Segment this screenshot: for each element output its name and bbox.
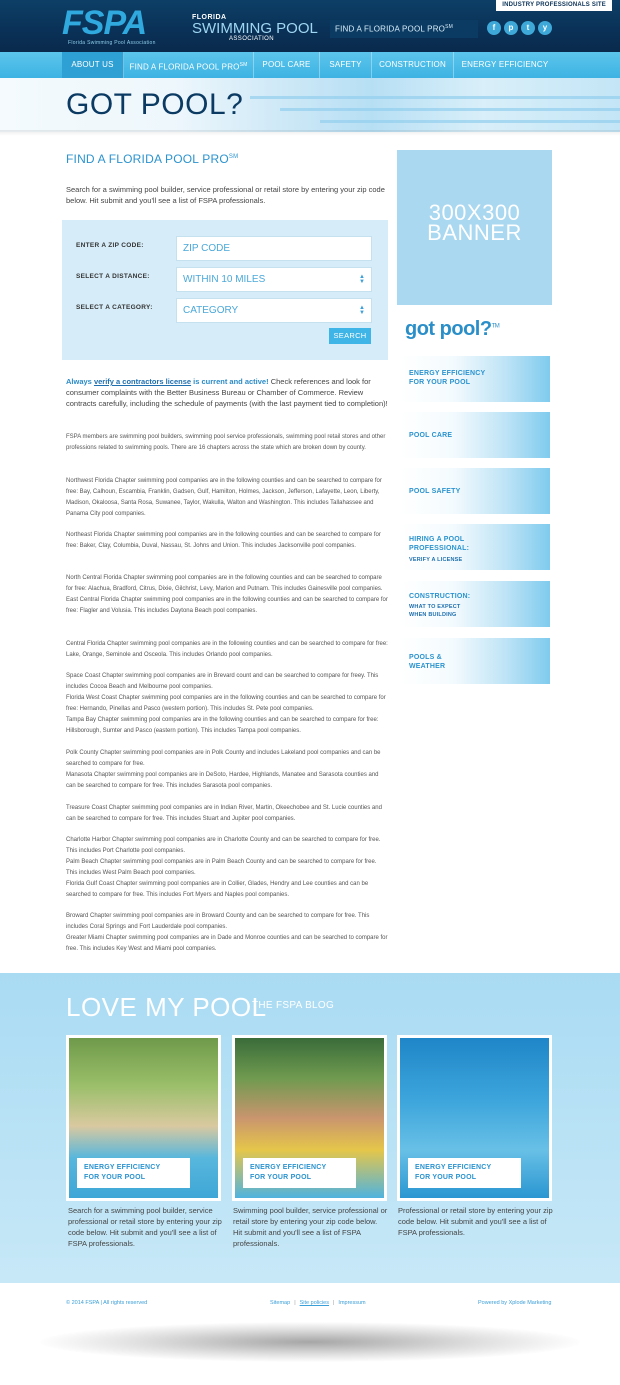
sidebar-item-pool-safety[interactable] [400,468,550,514]
main-nav [0,52,620,78]
zip-label: ENTER A ZIP CODE: [76,242,144,249]
blog-subtitle: THE FSPA BLOG [252,1000,335,1011]
nav-construction[interactable] [372,52,454,78]
sidebar-item-hiring-pro[interactable] [400,524,550,570]
pool-lane-line [250,96,620,99]
got-pool-logo [405,318,499,341]
nav-find-pool-pro[interactable] [124,52,254,78]
sidebar-item-pool-care[interactable] [400,412,550,458]
site-header [0,0,620,52]
pro-search-form [62,220,388,360]
nav-label: SAFETY [329,60,362,69]
sidebar-item-title: POOLS & WEATHER [409,654,446,670]
sidebar-item-sub: VERIFY A LICENSE [409,557,463,563]
youtube-icon[interactable]: y [538,21,552,35]
nav-energy-efficiency[interactable] [454,52,556,78]
sidebar-item-title: POOL CARE [409,432,453,439]
header-find-pro-sup: SM [445,24,454,30]
sidebar-item-title: CONSTRUCTION: [409,593,471,600]
pool-lane-line [280,108,620,111]
pool-lane-line [320,120,620,123]
distance-value: WITHIN 10 MILES [183,274,266,285]
verify-license-link[interactable]: verify a contractors license [93,377,192,386]
blog-card-label [408,1158,521,1188]
nav-label: ABOUT US [71,60,114,69]
chapter-paragraph: Charlotte Harbor Chapter swimming pool companies are in Charlotte County and can be searched to compare for free. This includes Port Charlotte pool companies. Palm Beach Chapter swimming pool companies are in Palm Beach County and can be searched to compare for free. This includes West Palm Beach pool companies. Florida Gulf Coast Chapter swimming pool companies are in Collier, Glades, Hendry and Lee counties and can be searched to compare for free. This includes Fort Myers and Naples pool companies. [66,837,381,898]
impressum-link[interactable]: Impressum [338,1300,366,1306]
logo-subtext: Florida Swimming Pool Association [68,40,156,46]
page-title [66,152,238,166]
fspa-logo[interactable]: FSPA [62,4,147,42]
search-button[interactable]: SEARCH [329,328,371,344]
powered-by-link[interactable]: Powered by Xplode Marketing [478,1300,552,1306]
site-footer [0,1283,620,1325]
chapter-paragraph: Northeast Florida Chapter swimming pool companies are in the following counties and can be searched to compare for free: Baker, Clay, Columbia, Duval, Nassau, St. Johns and Union. This includes Jacksonville pool companies. [66,532,381,549]
zip-code-input[interactable]: ZIP CODE [176,236,372,261]
separator: | [294,1300,296,1306]
page-drop-shadow [40,1322,580,1362]
intro-text: Search for a swimming pool builder, service professional or retail store by entering your zip code below. Hit submit and you'll see a list of FSPA professionals. [66,185,385,205]
blog-card-label-text: ENERGY EFFICIENCY FOR YOUR POOL [84,1164,161,1181]
chapter-paragraph: FSPA members are swimming pool builders, swimming pool service professionals, swimming pool retail stores and other professions related to swimming pools. There are 16 chapters across the state which are broken down by county. [66,434,386,451]
blog-section [0,973,620,1283]
blog-card-text: Search for a swimming pool builder, service professional or retail store by entering your zip code below. Hit submit and you'll see a list of FSPA professionals. [68,1206,222,1248]
select-arrows-icon: ▲ ▼ [359,274,365,285]
header-find-pro-label: FIND A FLORIDA POOL PRO [335,24,446,34]
nav-safety[interactable] [320,52,372,78]
blog-title: LOVE MY POOL [66,992,267,1022]
blog-card-text: Professional or retail store by entering your zip code below. Hit submit and you'll see a list of FSPA professionals. [398,1206,553,1237]
chapter-paragraph: Polk County Chapter swimming pool companies are in Polk County and includes Lakeland pool companies and can be searched to compare for free. Manasota Chapter swimming pool companies are in DeSoto, Hardee, Highlands, Manatee and Sarasota counties and can be searched to compare for free. This includes Sarasota pool companies. [66,750,381,789]
got-pool-sup: TM [491,323,500,330]
nav-sup: SM [239,62,248,68]
category-label: SELECT A CATEGORY: [76,304,153,311]
header-find-pro-button[interactable] [330,20,478,38]
blog-card-text: Swimming pool builder, service professional or retail store by entering your zip code below. Hit submit and you'll see a list of FSPA professionals. [233,1206,388,1248]
chapter-paragraph: Broward Chapter swimming pool companies are in Broward County and can be searched to compare for free. This includes Coral Springs and Fort Lauderdale pool companies. Greater Miami Chapter swimming pool companies are in Dade and Monroe counties and can be searched to compare for free. This includes Key West and Miami pool companies. [66,913,388,952]
copyright: © 2014 FSPA | All rights reserved [66,1300,148,1306]
blog-card-label-text: ENERGY EFFICIENCY FOR YOUR POOL [415,1164,492,1181]
nav-pool-care[interactable] [254,52,320,78]
nav-label: FIND A FLORIDA POOL PRO [129,62,240,72]
logo-florida: FLORIDA [192,14,227,21]
chapter-paragraph: Space Coast Chapter swimming pool companies are in Brevard count and can be searched to compare for freey. This includes Cocoa Beach and Melbourne pool companies. Florida West Coast Chapter swimming pool companies are in the following counties and can be searched to compare for free: Hernando, Pinellas and Pasco (western portion). This includes St. Pete pool companies. Tampa Bay Chapter swimming pool companies are in the following counties and can be searched to compare for free: Hillsborough, Sumter and Pasco (eastern portion). This includes Tampa pool companies. [66,673,386,734]
distance-select[interactable] [176,267,372,292]
blog-card-label [77,1158,190,1188]
page-title-text: FIND A FLORIDA POOL PRO [66,152,229,166]
footer-links [270,1300,366,1306]
category-value: CATEGORY [183,305,239,316]
warning-highlight: is current and active! [191,377,269,386]
blog-card-label-text: ENERGY EFFICIENCY FOR YOUR POOL [250,1164,327,1181]
ad-banner-text: 300X300 BANNER [427,200,522,245]
chapter-paragraph: Treasure Coast Chapter swimming pool companies are in Indian River, Martin, Okeechobee and St. Lucie counties and can be searched to compare for free. This includes Stuart and Jupiter pool companies. [66,805,382,822]
license-warning [66,376,388,409]
blog-card-label [243,1158,356,1188]
banner-shadow [0,130,620,136]
sidebar-item-pools-weather[interactable] [400,638,550,684]
blog-card-3[interactable] [397,1035,552,1201]
site-policies-link[interactable]: Site policies [299,1300,329,1306]
sidebar-item-title: POOL SAFETY [409,488,461,495]
logo-association: ASSOCIATION [229,36,274,42]
warning-always: Always [66,377,94,386]
chapter-paragraph: Central Florida Chapter swimming pool companies are in the following counties and can be searched to compare for free: Lake, Orange, Seminole and Osceola. This includes Orlando pool companies. [66,641,388,658]
twitter-icon[interactable]: t [521,21,535,35]
sitemap-link[interactable]: Sitemap [270,1300,291,1306]
blog-card-1[interactable] [66,1035,221,1201]
page-title-sup: SM [228,154,239,160]
nav-about-us[interactable] [62,52,124,78]
separator: | [332,1300,335,1306]
facebook-icon[interactable]: f [487,21,501,35]
select-arrows-icon: ▲ ▼ [359,305,365,316]
pinterest-icon[interactable]: p [504,21,518,35]
distance-label: SELECT A DISTANCE: [76,273,150,280]
sidebar-item-construction[interactable] [400,581,550,627]
sidebar-item-title: HIRING A POOL PROFESSIONAL: [409,536,470,552]
warning-rest: Check references and look for consumer complaints with the Better Business Bureau or Chamber of Commerce. Review contracts carefully, including the schedule of payments (with the last payment tied to completion)! [66,377,388,408]
nav-label: CONSTRUCTION [379,60,446,69]
nav-label: ENERGY EFFICIENCY [461,60,549,69]
sidebar-item-sub: WHAT TO EXPECT WHEN BUILDING [409,604,461,618]
got-pool-text: got pool? [405,318,492,340]
sidebar-item-energy-efficiency[interactable] [400,356,550,402]
logo-swimming-pool: SWIMMING POOL [192,20,318,37]
chapter-paragraph: North Central Florida Chapter swimming pool companies are in the following counties and can be searched to compare for free: Alachua, Bradford, Citrus, Dixie, Gilchrist, Levy, Marion and Putnam. This includes Gainesville pool companies. East Central Florida Chapter swimming pool companies are in the following counties and can be searched to compare for free: Flagler and Volusia. This includes Daytona Beach pool companies. [66,575,388,614]
chapter-paragraph: Northwest Florida Chapter swimming pool companies are in the following counties and can be searched to compare for free: Bay, Calhoun, Escambia, Franklin, Gadsen, Gulf, Hamilton, Holmes, Jackson, Jefferson, Lafayette, Leon, Liberty, Madison, Okaloosa, Santa Rosa, Suwanee, Taylor, Wakulla, Walton and Washington. This includes Tallahassee and Panama City pool companies. [66,478,382,517]
banner-title: GOT POOL? [66,88,244,121]
blog-card-2[interactable] [232,1035,387,1201]
category-select[interactable] [176,298,372,323]
nav-label: POOL CARE [262,60,311,69]
ad-banner-300x300[interactable] [397,150,552,305]
sidebar-item-title: ENERGY EFFICIENCY FOR YOUR POOL [409,370,486,386]
industry-professionals-link[interactable]: INDUSTRY PROFESSIONALS SITE [496,0,612,11]
hero-banner [0,78,620,132]
